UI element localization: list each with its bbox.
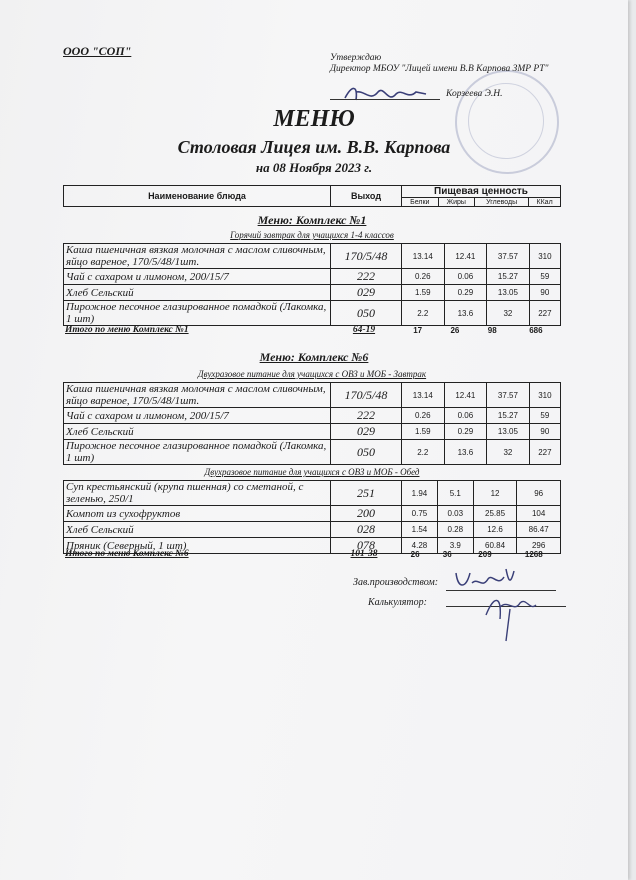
total-carbs: 209 <box>478 549 492 559</box>
table-row <box>64 424 561 440</box>
dish-name: Пирожное песочное глазированное помадкой (Лакомка, 1 шт) <box>64 301 331 326</box>
dish-fats: 12.41 <box>444 244 487 269</box>
total-fats: 36 <box>442 549 452 559</box>
dish-name: Хлеб Сельский <box>64 522 331 538</box>
dish-name: Хлеб Сельский <box>64 285 331 301</box>
approval-heading: Утверждаю <box>330 53 382 63</box>
dish-proteins: 0.75 <box>402 506 438 522</box>
dish-carbs: 13.05 <box>487 424 530 440</box>
dish-output: 078 <box>331 538 402 554</box>
total-proteins: 17 <box>413 325 423 335</box>
dish-output: 029 <box>331 285 402 301</box>
col-dish: Наименование блюда <box>64 186 331 207</box>
col-fats: Жиры <box>438 198 475 207</box>
total-label: Итого по меню Комплекс №6 <box>65 549 189 559</box>
calculator-signature <box>480 585 540 645</box>
dish-kcal: 310 <box>529 244 560 269</box>
total-kcal: 686 <box>529 325 543 335</box>
table-row <box>64 408 561 424</box>
dish-name: Каша пшеничная вязкая молочная с маслом сливочным, яйцо вареное, 170/5/48/1шт. <box>64 383 331 408</box>
total-label: Итого по меню Комплекс №1 <box>65 325 189 335</box>
dish-fats: 0.06 <box>444 269 487 285</box>
menu6-total <box>63 549 561 559</box>
table-row <box>64 440 561 465</box>
dish-proteins: 2.2 <box>402 301 445 326</box>
dish-fats: 0.03 <box>437 506 473 522</box>
header-table <box>63 185 561 207</box>
dish-kcal: 90 <box>529 285 560 301</box>
dish-output: 050 <box>331 301 402 326</box>
dish-carbs: 37.57 <box>487 383 530 408</box>
dish-kcal: 227 <box>529 301 560 326</box>
menu6-lunch-table <box>63 480 561 554</box>
dish-name: Чай с сахаром и лимоном, 200/15/7 <box>64 408 331 424</box>
dish-proteins: 1.94 <box>402 481 438 506</box>
dish-kcal: 59 <box>529 269 560 285</box>
col-proteins: Белки <box>402 198 439 207</box>
canteen-name: Столовая Лицея им. В.В. Карпова <box>177 137 451 157</box>
col-output: Выход <box>331 186 402 207</box>
dish-proteins: 13.14 <box>402 244 445 269</box>
dish-proteins: 13.14 <box>402 383 445 408</box>
col-kcal: ККал <box>529 198 561 207</box>
total-fats: 26 <box>450 325 460 335</box>
dish-kcal: 296 <box>517 538 561 554</box>
dish-carbs: 15.27 <box>487 408 530 424</box>
dish-proteins: 0.26 <box>402 269 445 285</box>
dish-carbs: 32 <box>487 440 530 465</box>
approval-block <box>330 53 560 75</box>
page-title: МЕНЮ <box>273 106 355 132</box>
menu6-breakfast-table <box>63 382 561 465</box>
calculator-label: Калькулятор: <box>368 597 427 608</box>
dish-name: Пирожное песочное глазированное помадкой (Лакомка, 1 шт) <box>64 440 331 465</box>
table-row <box>64 244 561 269</box>
total-output: 101-38 <box>350 549 378 559</box>
dish-fats: 3.9 <box>437 538 473 554</box>
menu6-section-lunch: Двухразовое питание для учащихся с ОВЗ и МОБ - Обед <box>204 467 420 477</box>
dish-name: Пряник (Северный, 1 шт) <box>64 538 331 554</box>
manager-label: Зав.производством: <box>353 577 439 588</box>
dish-carbs: 32 <box>487 301 530 326</box>
dish-fats: 0.29 <box>444 424 487 440</box>
table-row <box>64 383 561 408</box>
dish-name: Суп крестьянский (крупа пшенная) со сметаной, с зеленью, 250/1 <box>64 481 331 506</box>
dish-output: 170/5/48 <box>331 383 402 408</box>
table-row <box>64 481 561 506</box>
director-signature <box>340 80 430 108</box>
dish-name: Чай с сахаром и лимоном, 200/15/7 <box>64 269 331 285</box>
dish-name: Хлеб Сельский <box>64 424 331 440</box>
dish-output: 170/5/48 <box>331 244 402 269</box>
dish-proteins: 2.2 <box>402 440 445 465</box>
dish-output: 251 <box>331 481 402 506</box>
dish-proteins: 1.59 <box>402 285 445 301</box>
dish-kcal: 227 <box>529 440 560 465</box>
dish-fats: 0.29 <box>444 285 487 301</box>
table-row <box>64 269 561 285</box>
dish-output: 029 <box>331 424 402 440</box>
menu1-table <box>63 243 561 326</box>
director-name: Корзеева Э.Н. <box>446 89 503 99</box>
dish-fats: 13.6 <box>444 301 487 326</box>
organization-name: ООО "СОП" <box>63 44 132 58</box>
dish-kcal: 90 <box>529 424 560 440</box>
dish-carbs: 13.05 <box>487 285 530 301</box>
dish-carbs: 15.27 <box>487 269 530 285</box>
dish-output: 222 <box>331 408 402 424</box>
dish-fats: 12.41 <box>444 383 487 408</box>
table-row <box>64 506 561 522</box>
menu1-section: Горячий завтрак для учащихся 1-4 классов <box>230 230 394 240</box>
col-nutrition: Пищевая ценность <box>402 186 561 198</box>
dish-fats: 13.6 <box>444 440 487 465</box>
dish-name: Каша пшеничная вязкая молочная с маслом сливочным, яйцо вареное, 170/5/48/1шт. <box>64 244 331 269</box>
total-kcal: 1268 <box>524 549 543 559</box>
dish-carbs: 60.84 <box>473 538 517 554</box>
dish-carbs: 12 <box>473 481 517 506</box>
menu1-title: Меню: Комплекс №1 <box>257 213 367 227</box>
dish-kcal: 86.47 <box>517 522 561 538</box>
total-output: 64-19 <box>352 325 376 335</box>
dish-carbs: 12.6 <box>473 522 517 538</box>
dish-fats: 5.1 <box>437 481 473 506</box>
menu-date: на 08 Ноября 2023 г. <box>255 160 373 175</box>
dish-kcal: 96 <box>517 481 561 506</box>
dish-name: Компот из сухофруктов <box>64 506 331 522</box>
dish-proteins: 0.26 <box>402 408 445 424</box>
table-row <box>64 522 561 538</box>
dish-proteins: 4.28 <box>402 538 438 554</box>
table-row <box>64 285 561 301</box>
dish-kcal: 104 <box>517 506 561 522</box>
dish-kcal: 59 <box>529 408 560 424</box>
menu6-section-breakfast: Двухразовое питание для учащихся с ОВЗ и МОБ - Завтрак <box>197 369 427 379</box>
dish-output: 050 <box>331 440 402 465</box>
total-proteins: 26 <box>410 549 420 559</box>
total-carbs: 98 <box>487 325 497 335</box>
dish-output: 200 <box>331 506 402 522</box>
menu1-total <box>63 325 561 335</box>
dish-fats: 0.06 <box>444 408 487 424</box>
dish-fats: 0.28 <box>437 522 473 538</box>
dish-output: 222 <box>331 269 402 285</box>
signature-line <box>330 98 440 100</box>
col-carbs: Углеводы <box>475 198 529 207</box>
dish-carbs: 37.57 <box>487 244 530 269</box>
dish-proteins: 1.54 <box>402 522 438 538</box>
approval-position: Директор МБОУ "Лицей имени В.В Карпова ЗМР РТ" <box>330 64 549 74</box>
table-row <box>64 301 561 326</box>
dish-proteins: 1.59 <box>402 424 445 440</box>
dish-carbs: 25.85 <box>473 506 517 522</box>
dish-kcal: 310 <box>529 383 560 408</box>
dish-output: 028 <box>331 522 402 538</box>
menu6-title: Меню: Комплекс №6 <box>259 350 369 364</box>
